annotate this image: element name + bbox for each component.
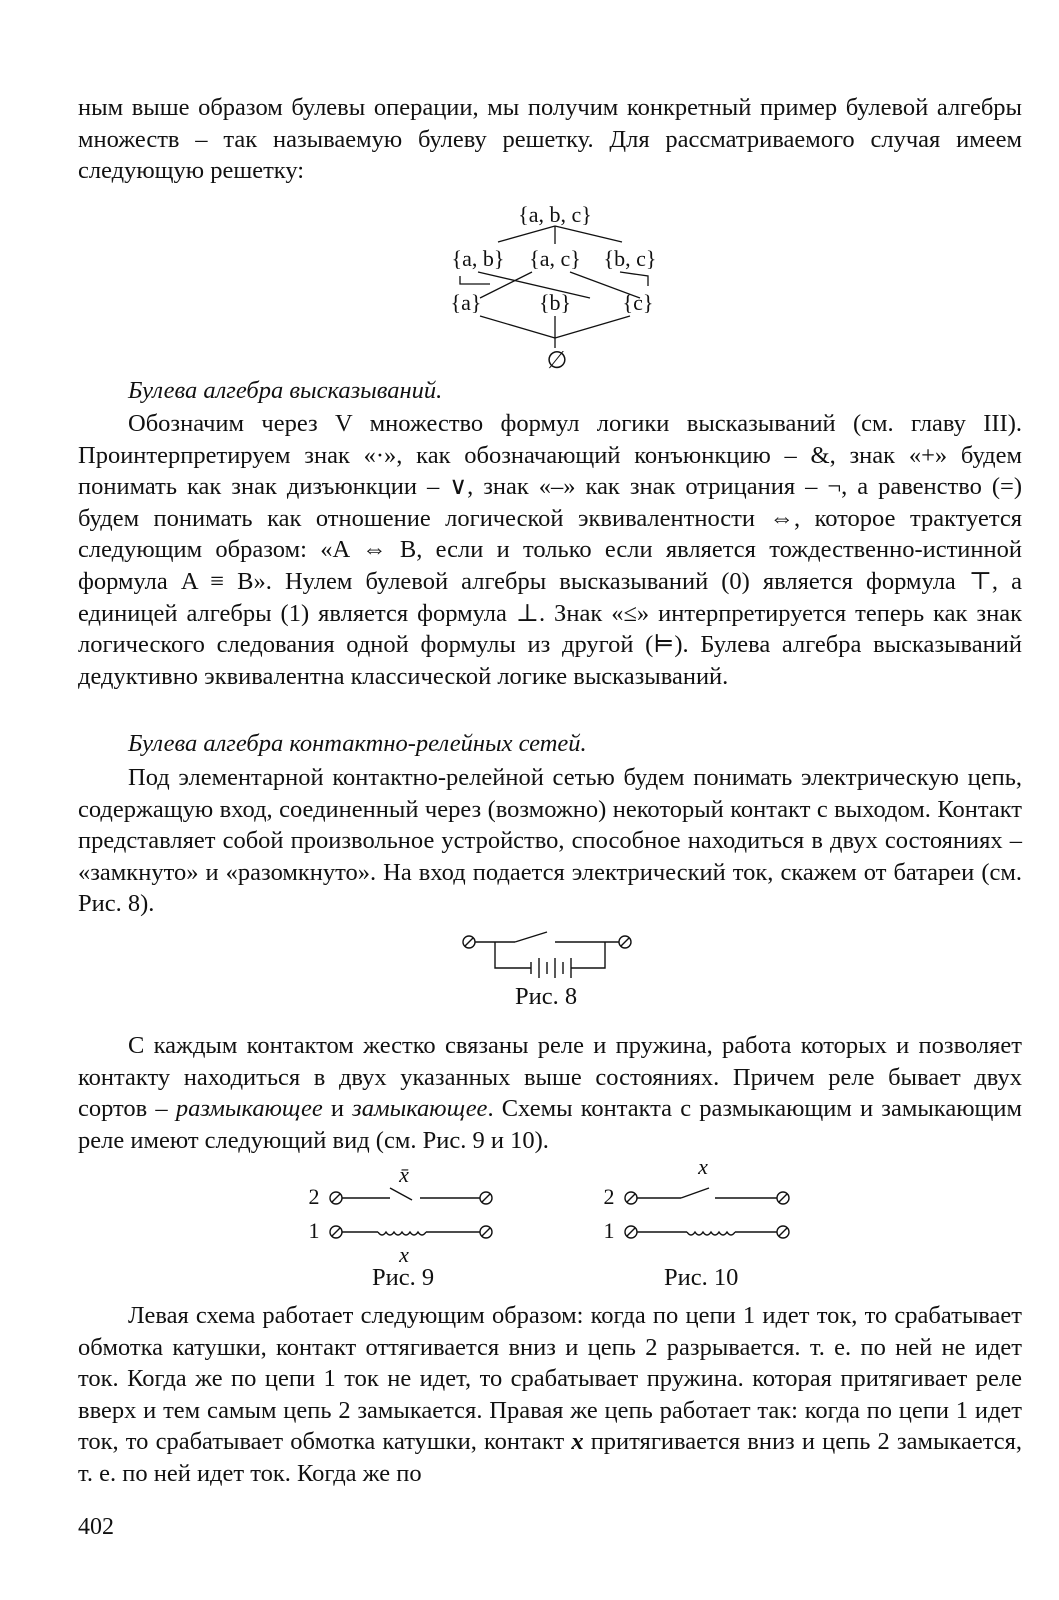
figure-9-breaking-relay bbox=[300, 1160, 510, 1268]
figure-9-line-2: 2 bbox=[308, 1184, 320, 1209]
figure-8-circuit bbox=[455, 928, 645, 978]
figure-10-label-x: x bbox=[698, 1154, 708, 1179]
figure-10-making-relay bbox=[595, 1154, 805, 1250]
paragraph-relay-types bbox=[78, 1030, 1022, 1156]
figure-10-caption: Рис. 10 bbox=[664, 1264, 739, 1291]
contact-x-variable: x bbox=[571, 1428, 584, 1456]
lattice-node-ac: {a, c} bbox=[529, 246, 581, 271]
lattice-node-b: {b} bbox=[538, 290, 572, 315]
lattice-node-ab: {a, b} bbox=[451, 246, 505, 271]
page-number: 402 bbox=[78, 1514, 114, 1540]
term-breaking: размыкающее bbox=[175, 1095, 323, 1123]
lattice-top-node: {a, b, c} bbox=[518, 202, 592, 227]
figure-8-caption: Рис. 8 bbox=[515, 983, 578, 1010]
heading-relay-networks: Булева алгебра контактно-релейных сетей. bbox=[128, 730, 587, 757]
figure-9-line-1: 1 bbox=[308, 1218, 320, 1243]
heading-propositional-algebra: Булева алгебра высказываний. bbox=[128, 377, 443, 404]
paragraph-relay-networks: Под элементарной контактно-релейной сетью будем понимать электрическую цепь, содержащую вход, соединенный через (возможно) некоторый контакт с выходом. Контакт представляет собой произвольное устройство, способное находиться в двух состояниях – «замкнуто» и «разомкнуто». На вход подается электрический ток, скажем от батареи (см. Рис. 8). bbox=[78, 764, 1022, 918]
relay-types-text-a: С каждым контактом жестко связаны реле и пружина, работа которых и позволяет контакту находиться в двух указанных выше состояниях. Причем реле бывает двух сортов – bbox=[78, 1032, 1022, 1123]
relay-types-text-b: . Схемы контакта с размыкающим и замыкающим реле имеют следующий вид (см. Рис. 9 и 10). bbox=[78, 1095, 1022, 1154]
lattice-node-bc: {b, c} bbox=[603, 246, 657, 271]
boolean-lattice-diagram bbox=[440, 198, 670, 373]
term-making: замыкающее bbox=[352, 1095, 488, 1123]
figure-10-line-1: 1 bbox=[603, 1218, 615, 1243]
lattice-node-a: {a} bbox=[450, 290, 482, 315]
relay-types-and: и bbox=[322, 1095, 353, 1123]
lattice-node-c: {c} bbox=[622, 290, 654, 315]
paragraph-circuit-operation bbox=[78, 1300, 1022, 1490]
lattice-bottom-empty-set: ∅ bbox=[546, 348, 568, 374]
figure-9-label-not-x: x̄ bbox=[399, 1162, 409, 1187]
paragraph-intro: ным выше образом булевы операции, мы получим конкретный пример булевой алгебры множеств – так называемую булеву решетку. Для рассматриваемого случая имеем следующую решетку: bbox=[78, 94, 1022, 185]
paragraph-propositional-algebra: Обозначим через V множество формул логики высказываний (см. главу III). Проинтерпретируем знак «·», как обозначающий конъюнкцию – &, знак «+» будем понимать как знак дизъюнкции – ∨, знак «–» как знак отрицания – ¬, а равенство (=) будем понимать как отношение логической эквивалентности ⇔, которое трактуется следующим образом: «A ⇔ B, если и только если является тождественно-истинной формула A ≡ B». Нулем булевой алгебры высказываний (0) является формула ⊤, а единицей алгебры (1) является формула ⊥. Знак «≤» интерпретируется теперь как знак логического следования одной формулы из другой (⊨). Булева алгебра высказываний дедуктивно эквивалентна классической логике высказываний. bbox=[78, 410, 1022, 690]
circuit-operation-text-b: притягивается вниз и цепь 2 замыкается, т. е. по ней идет ток. Когда же по bbox=[78, 1428, 1022, 1487]
figure-9-label-x: x bbox=[399, 1242, 409, 1267]
circuit-operation-text-a: Левая схема работает следующим образом: когда по цепи 1 идет ток, то срабатывает обмотка катушки, контакт оттягивается вниз и цепь 2 разрывается. т. е. по ней не идет ток. Когда же по цепи 1 ток не идет, то срабатывает пружина. которая притягивает реле вверх и тем самым цепь 2 замыкается. Правая же цепь работает так: когда по цепи 1 идет ток, то срабатывает обмотка катушки, контакт bbox=[78, 1302, 1022, 1456]
figure-9-caption: Рис. 9 bbox=[372, 1264, 435, 1291]
figure-10-line-2: 2 bbox=[603, 1184, 615, 1209]
